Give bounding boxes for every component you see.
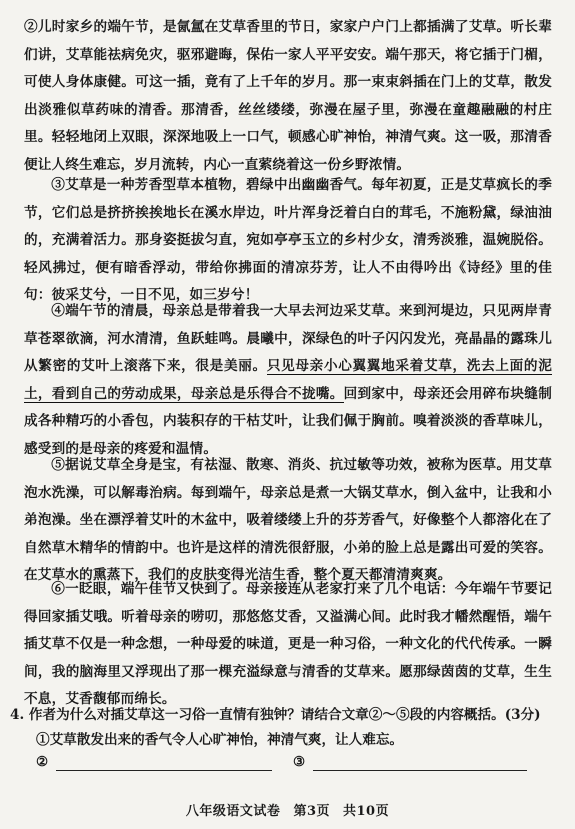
answer-2-blank[interactable] <box>56 770 272 771</box>
answer-2-label: ② <box>36 754 49 770</box>
paragraph-3-text: ③艾草是一种芳香型草本植物，碧绿中出幽幽香气。每年初夏，正是艾草疯长的季节，它们总是挤挤挨挨地长在溪水岸边，叶片浑身泛着白白的茸毛，不施粉黛，绿油油的，充满着活力。那身姿挺拔匀直，宛如亭亭玉立的乡村少女，清秀淡雅，温婉脱俗。轻风拂过，便有暗香浮动，带给你拂面的清凉芬芳，让人不由得吟出《诗经》里的佳句：彼采艾兮，一日不见，如三岁兮！ <box>24 177 552 303</box>
footer-page-number: 第3页 <box>293 804 330 819</box>
paragraph-2-text: ②儿时家乡的端午节，是氤氲在艾草香里的节日，家家户户门上都插满了艾草。听长辈们讲，艾草能祛病免灾，驱邪避晦，保佑一家人平平安安。端午那天，将它插于门楣，可使人身体康健。可这一插，竟有了上千年的岁月。那一束束斜插在门上的艾草，散发出淡雅似草药味的清香。那清香，丝丝缕缕，弥漫在屋子里，弥漫在童趣融融的村庄里。轻轻地闭上双眼，深深地吸上一口气，顿感心旷神怡，神清气爽。这一吸，那清香便让人终生难忘，岁月流转，内心一直萦绕着这一份乡野浓情。 <box>24 19 552 173</box>
footer-subject: 八年级语文试卷 <box>185 804 281 819</box>
paragraph-5-text: ⑤据说艾草全身是宝，有祛湿、散寒、消炎、抗过敏等功效，被称为医草。用艾草泡水洗澡，可以解毒治病。每到端午，母亲总是煮一大锅艾草水，倒入盆中，让我和小弟泡澡。坐在漂浮着艾叶的木盆中，吸着缕缕上升的芬芳香气，好像整个人都溶化在了自然草木精华的情韵中。也许是这样的清洗很舒服，小弟的脸上总是露出可爱的笑容。在艾草水的熏蒸下，我们的皮肤变得光洁生香，整个夏天都清清爽爽。 <box>24 457 552 583</box>
answer-3-blank[interactable] <box>313 770 527 771</box>
question-4-text: 4. 作者为什么对插艾草这一习俗一直情有独钟？请结合文章②～⑤段的内容概括。(3分) <box>10 707 541 723</box>
answer-1 <box>36 728 556 752</box>
answer-1-text: ①艾草散发出来的香气令人心旷神怡，神清气爽，让人难忘。 <box>36 732 404 748</box>
paragraph-3 <box>24 172 552 310</box>
answer-3-label: ③ <box>293 754 306 770</box>
paragraph-5 <box>24 452 552 590</box>
footer-total-pages: 共10页 <box>343 804 390 819</box>
paragraph-2 <box>24 14 552 179</box>
paragraph-4-text-before: ④端午节的清晨，母亲总是带着我一大早去河边采艾草。来到河堤边，只见两岸青草苍翠欲滴，河水清清，鱼跃蛙鸣。晨曦中，深绿色的叶子闪闪发光，亮晶晶的露珠儿从繁密的艾叶上滚落下来，很是美丽。 <box>24 303 552 374</box>
paragraph-4-underlined-sentence: 只见母亲小心翼翼地采着艾草，洗去上面的泥土，看到自己的劳动成果，母亲总是乐得合不拢嘴。 <box>24 358 553 402</box>
paragraph-4-text-after: 回到家中，母亲还会用碎布块缝制成各种精巧的小香包，内装积存的干枯艾叶，让我们佩于胸前。嗅着淡淡的香草味儿，感受到的是母亲的疼爱和温情。 <box>24 385 552 457</box>
page-footer <box>0 800 575 819</box>
question-4 <box>10 703 560 727</box>
paragraph-6 <box>24 576 552 714</box>
paragraph-4 <box>24 298 552 463</box>
paragraph-6-text: ⑥一眨眼，端午佳节又快到了。母亲接连从老家打来了几个电话：今年端午节要记得回家插艾哦。听着母亲的唠叨，那悠悠艾香，又溢满心间。此时我才幡然醒悟，端午插艾草不仅是一种念想，一种母爱的味道，更是一种习俗，一种文化的代代传承。一瞬间，我的脑海里又浮现出了那一棵充溢绿意与清香的艾草来。愿那绿茵茵的艾草，生生不息，艾香馥郁而绵长。 <box>24 581 552 707</box>
